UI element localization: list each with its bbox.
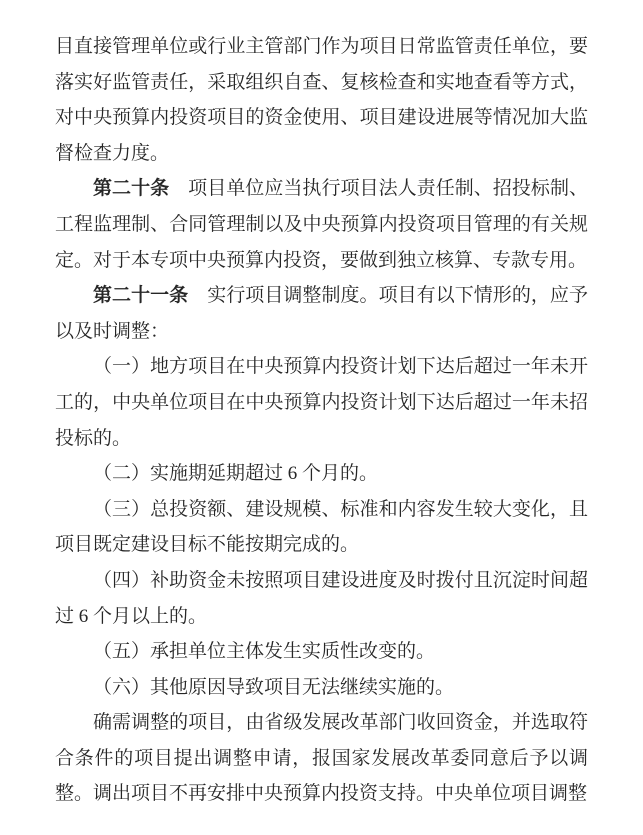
article-number: 第二十条: [93, 178, 170, 200]
paragraph: [55, 29, 588, 171]
paragraph: [55, 634, 588, 670]
paragraph-text: 目直接管理单位或行业主管部门作为项目日常监管责任单位，要落实好监管责任，采取组织自查、复核检查和实地查看等方式，对中央预算内投资项目的资金使用、项目建设进展等情况加大监督检查力度。: [55, 36, 588, 164]
paragraph-text: （五）承担单位主体发生实质性改变的。: [93, 641, 436, 663]
paragraph: [55, 705, 588, 812]
paragraph-text: （二）实施期延期超过 6 个月的。: [93, 463, 379, 485]
paragraph: [55, 278, 588, 349]
paragraph-text: 项目单位应当执行项目法人责任制、招投标制、工程监理制、合同管理制以及中央预算内投资项目管理的有关规定。对于本专项中央预算内投资，要做到独立核算、专款专用。: [55, 178, 588, 271]
paragraph: [55, 670, 588, 706]
paragraph: [55, 563, 588, 634]
paragraph-text: （六）其他原因导致项目无法继续实施的。: [93, 676, 455, 698]
article-number: 第二十一条: [93, 285, 189, 307]
paragraph-text: （四）补助资金未按照项目建设进度及时拨付且沉淀时间超过 6 个月以上的。: [55, 569, 588, 627]
paragraph: [55, 492, 588, 563]
paragraph-text: 确需调整的项目，由省级发展改革部门收回资金，并选取符合条件的项目提出调整申请，报国家发展改革委同意后予以调整。调出项目不再安排中央预算内投资支持。中央单位项目调整: [55, 712, 588, 805]
paragraph-text: 实行项目调整制度。项目有以下情形的，应予以及时调整：: [55, 285, 588, 342]
paragraph-text: （一）地方项目在中央预算内投资计划下达后超过一年未开工的，中央单位项目在中央预算内投资计划下达后超过一年未招投标的。: [55, 356, 588, 449]
paragraph: [55, 349, 588, 456]
paragraph: [55, 171, 588, 278]
paragraph: [55, 456, 588, 492]
paragraph-text: （三）总投资额、建设规模、标准和内容发生较大变化，且项目既定建设目标不能按期完成的。: [55, 498, 588, 556]
